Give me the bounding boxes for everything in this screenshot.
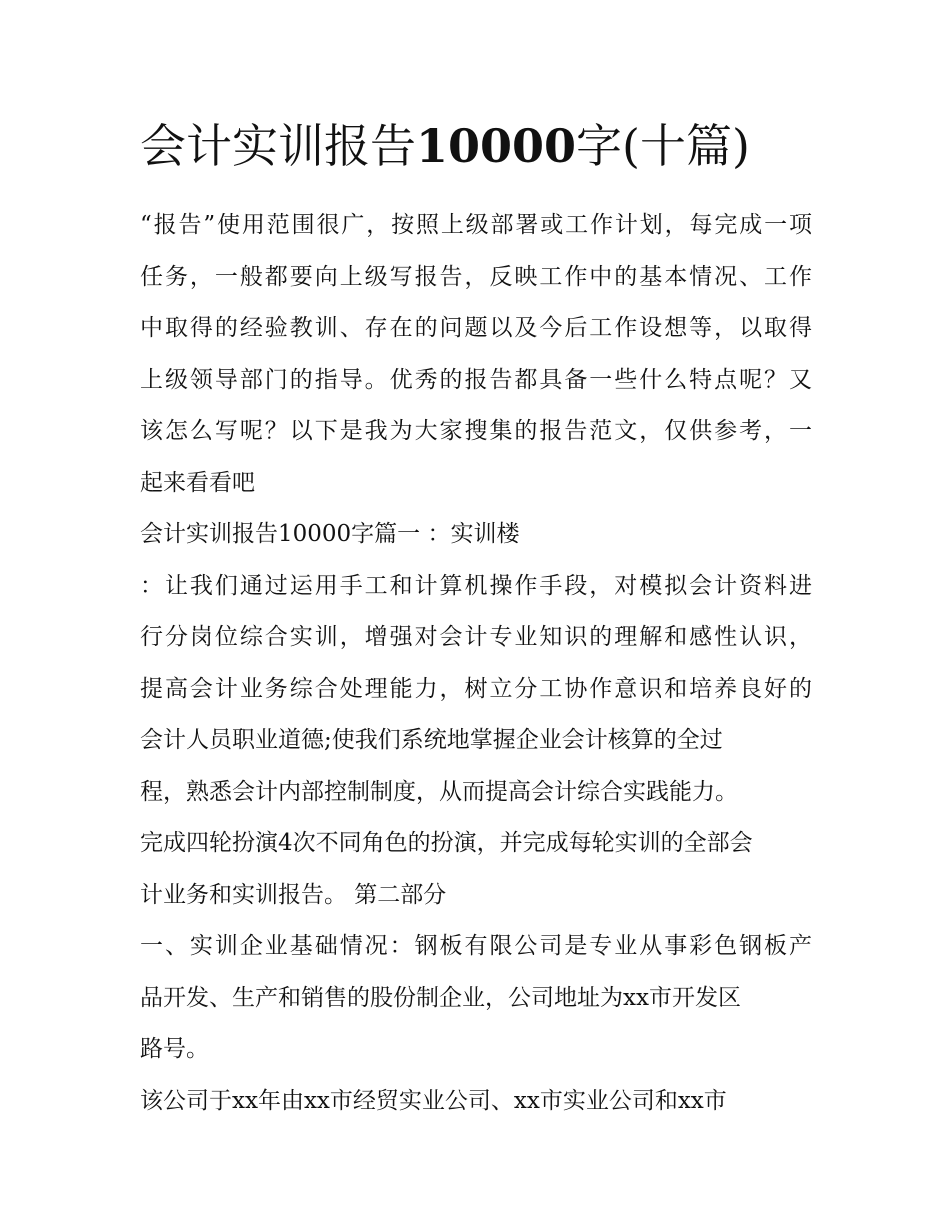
text-line: 中取得的经验教训、存在的问题以及今后工作设想等，以取得 [140,315,812,341]
text-line: 该公司于xx年由xx市经贸实业公司、xx市实业公司和xx市 [140,1087,727,1114]
text-line: 该怎么写呢？以下是我为大家搜集的报告范文，仅供参考，一 [140,418,812,444]
title-number: 10000 [416,119,577,173]
text-line: 品开发、生产和销售的股份制企业，公司地址为xx市开发区 [140,984,741,1011]
section-heading: 会计实训报告10000字篇一 ：实训楼 [140,521,520,547]
text-line: 会计人员职业道德;使我们系统地掌握企业会计核算的全过 [140,727,723,753]
text-line: 路号。 [140,1036,209,1062]
text-line: 计业务和实训报告。 第二部分 [140,881,447,908]
title-suffix: 字(十篇) [576,119,750,173]
text-line: 完成四轮扮演4次不同角色的扮演，并完成每轮实训的全部会 [140,830,753,856]
document-body [140,200,812,1127]
document-title [140,110,840,182]
text-line: 一、实训企业基础情况：钢板有限公司是专业从事彩色钢板产 [140,933,812,959]
text-line: 上级领导部门的指导。优秀的报告都具备一些什么特点呢？又 [140,366,812,393]
text-line: 起来看看吧 [140,469,255,496]
text-line: “报告”使用范围很广，按照上级部署或工作计划，每完成一项 [140,212,812,238]
text-line: 程，熟悉会计内部控制制度，从而提高会计综合实践能力。 [140,778,738,805]
text-line: 行分岗位综合实训，增强对会计专业知识的理解和感性认识， [140,624,812,650]
text-line: 任务，一般都要向上级写报告，反映工作中的基本情况、工作 [140,263,812,290]
title-prefix: 会计实训报告 [140,119,416,173]
text-line: 提高会计业务综合处理能力，树立分工协作意识和培养良好的 [140,675,812,702]
text-line: ：让我们通过运用手工和计算机操作手段，对模拟会计资料进 [140,572,812,599]
